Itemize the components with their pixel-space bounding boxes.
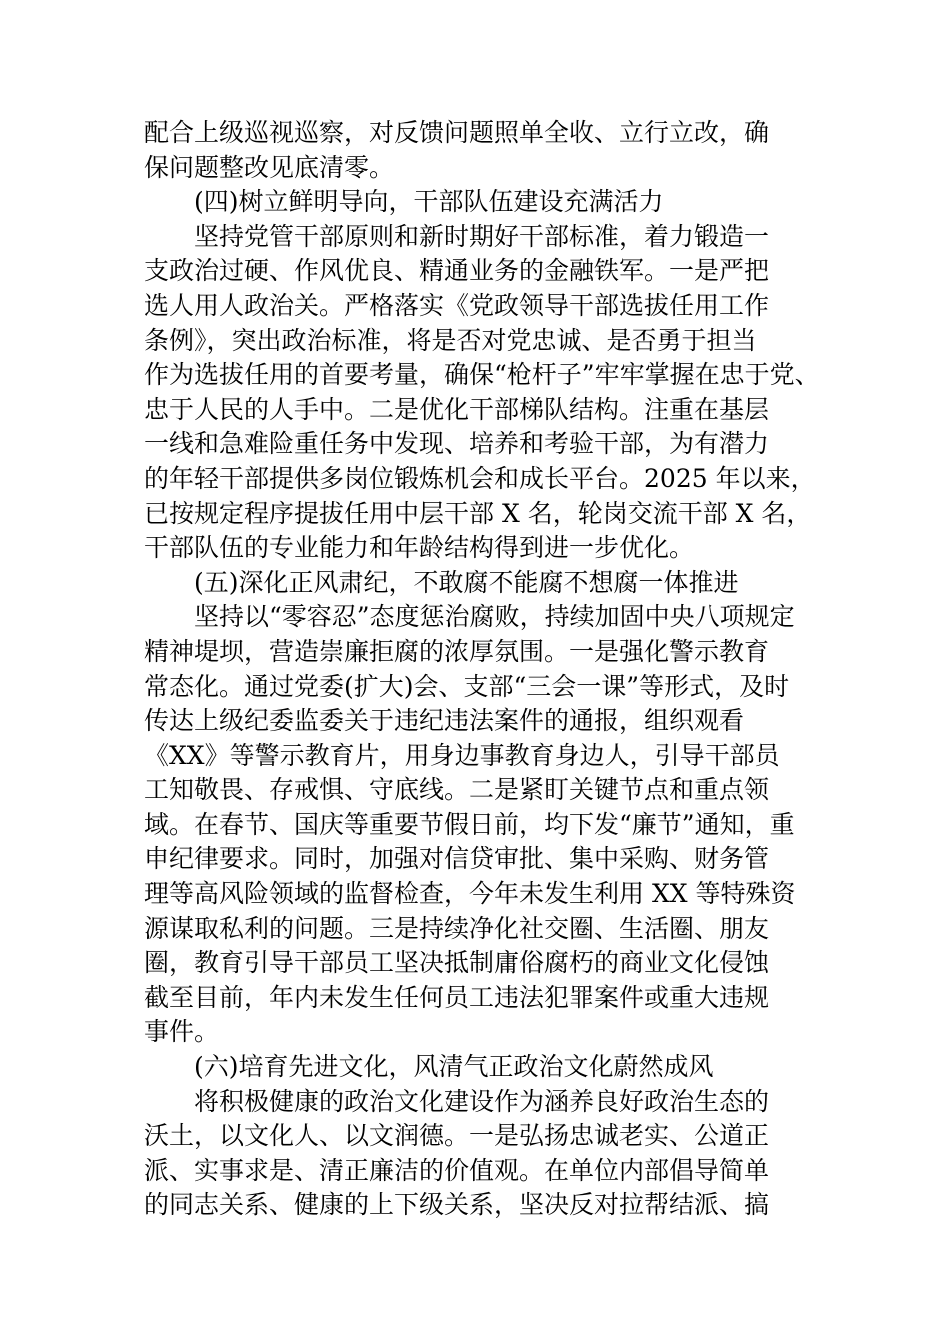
text-line: 派、实事求是、清正廉洁的价值观。在单位内部倡导简单 bbox=[144, 1155, 770, 1185]
text-line: 将积极健康的政治文化建设作为涵养良好政治生态的 bbox=[194, 1086, 770, 1116]
section-heading: (五)深化正风肃纪，不敢腐不能腐不想腐一体推进 bbox=[194, 567, 739, 597]
text-line: 的同志关系、健康的上下级关系，坚决反对拉帮结派、搞 bbox=[144, 1190, 770, 1220]
document-body bbox=[144, 116, 820, 1223]
text-line: 的年轻干部提供多岗位锻炼机会和成长平台。2025 年以来， bbox=[144, 463, 816, 493]
text-line: 理等高风险领域的监督检查，今年未发生利用 XX 等特殊资 bbox=[144, 879, 796, 909]
text-line: 传达上级纪委监委关于违纪违法案件的通报，组织观看 bbox=[144, 706, 745, 736]
text-line: 干部队伍的专业能力和年龄结构得到进一步优化。 bbox=[144, 533, 695, 563]
text-line: 已按规定程序提拔任用中层干部 X 名，轮岗交流干部 X 名， bbox=[144, 498, 812, 528]
section-heading: (四)树立鲜明导向，干部队伍建设充满活力 bbox=[194, 187, 664, 217]
text-line: 支政治过硬、作风优良、精通业务的金融铁军。一是严把 bbox=[144, 256, 770, 286]
text-line: 沃土，以文化人、以文润德。一是弘扬忠诚老实、公道正 bbox=[144, 1121, 770, 1151]
text-line: 域。在春节、国庆等重要节假日前，均下发“廉节”通知，重 bbox=[144, 809, 795, 839]
text-line: 申纪律要求。同时，加强对信贷审批、集中采购、财务管 bbox=[144, 844, 770, 874]
section-heading: (六)培育先进文化，风清气正政治文化蔚然成风 bbox=[194, 1052, 714, 1082]
text-line: 精神堤坝，营造崇廉拒腐的浓厚氛围。一是强化警示教育 bbox=[144, 636, 770, 666]
text-line: 《XX》等警示教育片，用身边事教育身边人，引导干部员 bbox=[144, 740, 780, 770]
text-line: 配合上级巡视巡察，对反馈问题照单全收、立行立改，确 bbox=[144, 118, 770, 147]
text-line: 选人用人政治关。严格落实《党政领导干部选拔任用工作 bbox=[144, 290, 770, 320]
text-line: 保问题整改见底清零。 bbox=[144, 152, 395, 182]
text-line: 工知敬畏、存戒惧、守底线。二是紧盯关键节点和重点领 bbox=[144, 775, 770, 805]
text-line: 忠于人民的人手中。二是优化干部梯队结构。注重在基层 bbox=[144, 394, 770, 424]
text-line: 作为选拔任用的首要考量，确保“枪杆子”牢牢掌握在忠于党、 bbox=[144, 360, 820, 390]
text-line: 圈，教育引导干部员工坚决抵制庸俗腐朽的商业文化侵蚀 bbox=[144, 948, 770, 978]
text-line: 坚持以“零容忍”态度惩治腐败，持续加固中央八项规定 bbox=[194, 602, 795, 632]
text-line: 一线和急难险重任务中发现、培养和考验干部，为有潜力 bbox=[144, 429, 770, 459]
text-line: 源谋取私利的问题。三是持续净化社交圈、生活圈、朋友 bbox=[144, 913, 770, 943]
text-line: 截至目前，年内未发生任何员工违法犯罪案件或重大违规 bbox=[144, 982, 770, 1012]
text-line: 坚持党管干部原则和新时期好干部标准，着力锻造一 bbox=[194, 221, 770, 251]
text-line: 事件。 bbox=[144, 1017, 220, 1047]
text-line: 条例》，突出政治标准，将是否对党忠诚、是否勇于担当 bbox=[144, 325, 757, 355]
text-line: 常态化。通过党委(扩大)会、支部“三会一课”等形式，及时 bbox=[144, 671, 790, 701]
